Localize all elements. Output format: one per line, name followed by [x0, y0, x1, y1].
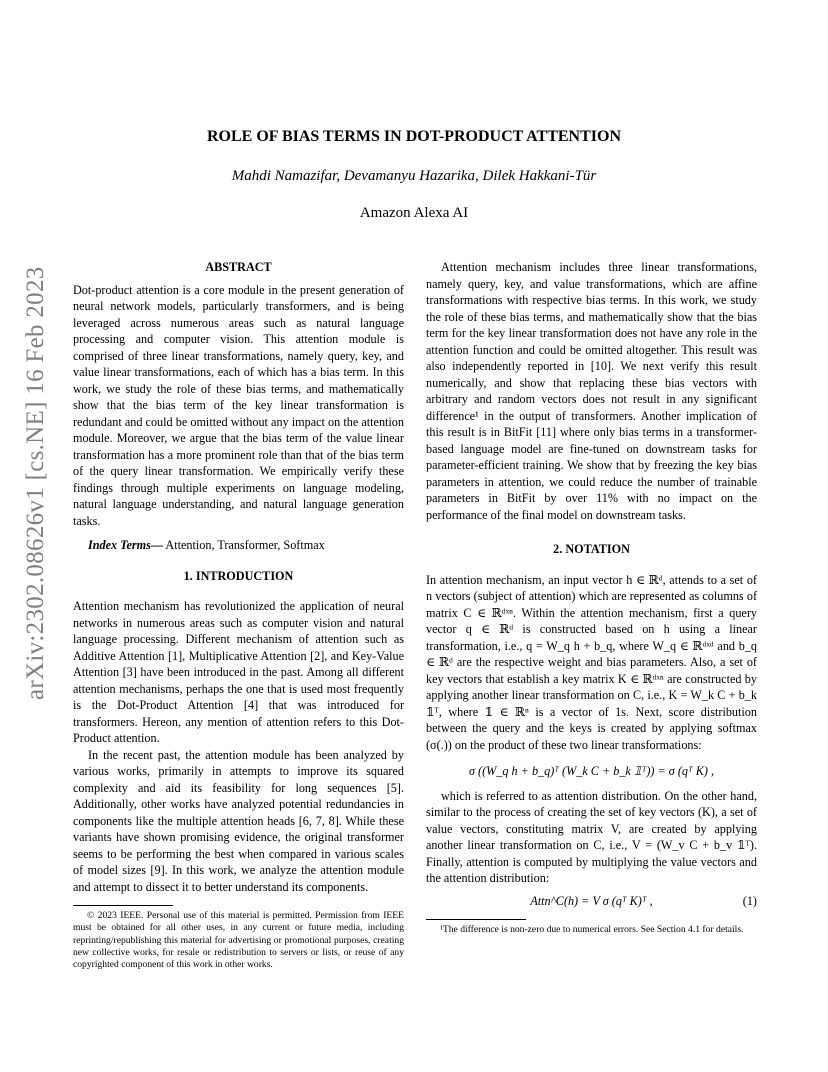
equation-1-number: (1) [742, 893, 757, 908]
notation-paragraph-1: In attention mechanism, an input vector h ∈ ℝᵈ, attends to a set of n vectors (subject of attention) which are represented as columns of matrix C ∈ ℝᵈˣⁿ. Within the attention mechanism, first a query vector q ∈ ℝᵈ is constructed based on h using a linear transformation, i.e., q = W_q h + b_q, where W_q ∈ ℝᵈˣᵈ and b_q ∈ ℝᵈ are the respective weight and bias parameters. Also, a set of key vectors that establish a key matrix K ∈ ℝᵈˣⁿ are constructed by applying another linear transformation on C, i.e., K = W_k C + b_k 𝟙ᵀ, where 𝟙 ∈ ℝⁿ is a vector of 1s. Next, score distribution between the query and the keys is created by applying softmax (σ(.)) on the product of these two linear transformations: [426, 572, 757, 752]
paper-title: ROLE OF BIAS TERMS IN DOT-PRODUCT ATTENTION [206, 128, 621, 145]
intro-heading: 1. INTRODUCTION [183, 568, 294, 583]
left-column [73, 259, 404, 971]
paper-affiliation: Amazon Alexa AI [359, 205, 469, 221]
abstract-text: Dot-product attention is a core module in the present generation of neural network models, particularly transformers, and is being leveraged across numerous areas such as natural language processing and computer vision. This attention module is comprised of three linear transformations, namely query, key, and value linear transformations, each of which has a bias term. In this work, we study the role of these bias terms, and mathematically show that the bias term of the key linear transformation is redundant and could be omitted without any impact on the attention module. Moreover, we argue that the bias term of the value linear transformation has a more prominent role than that of the bias term of the query linear transformation. We empirically verify these findings through multiple experiments on language modeling, natural language understanding, and natural language generation tasks. [73, 282, 404, 528]
footnote-rule-right [426, 919, 526, 920]
intro-paragraph-2: In the recent past, the attention module has been analyzed by various works, primarily in attempts to improve its squared complexity and aid its feasibility for long sequences [5]. Additionally, other works have analyzed potential redundancies in components like the multiple attention heads [6, 7, 8]. While these variants have shown promising evidence, the original transformer seems to be performing the best when compared in various scales of model sizes [9]. In this work, we analyze the attention module and attempt to dissect it to better understand its components. [73, 747, 404, 894]
index-terms-text: Attention, Transformer, Softmax [163, 538, 325, 552]
arxiv-stamp: arXiv:2302.08626v1 [cs.NE] 16 Feb 2023 [22, 266, 49, 700]
equation-attention-distribution: σ ((W_q h + b_q)ᵀ (W_k C + b_k 𝟙ᵀ)) = σ (qᵀ K) , [468, 764, 715, 778]
copyright-notice: © 2023 IEEE. Personal use of this material is permitted. Permission from IEEE must be obtained for all other uses, in any current or future media, including reprinting/republishing this material for advertising or promotional purposes, creating new collective works, for resale or redistribution to servers or lists, or reuse of any copyrighted component of this work in other works. [73, 910, 404, 971]
paper-authors: Mahdi Namazifar, Devamanyu Hazarika, Dilek Hakkani-Tür [231, 168, 597, 184]
equation-1-body: Attn^C(h) = V σ (qᵀ K)ᵀ , [530, 893, 653, 908]
right-paragraph-1: Attention mechanism includes three linear transformations, namely query, key, and value transformations, which are affine transformations with respective bias terms. In this work, we study the role of these bias terms, and mathematically show that the bias term for the key linear transformation does not have any role in the attention function and could be omitted altogether. This result was also independently reported in [10]. We next verify this result numerically, and show that replacing these bias vectors with arbitrary and random vectors does not result in any significant difference¹ in the output of transformers. Another implication of this result is in BitFit [11] where only bias terms in a transformer-based language model are fine-tuned on downstream tasks for parameter-efficient training. We show that by freezing the key bias parameters in attention, we could reduce the number of trainable parameters in BitFit by over 11% with no impact on the performance of the final model on downstream tasks. [426, 260, 757, 522]
footnote-rule [73, 905, 173, 906]
notation-paragraph-2: which is referred to as attention distribution. On the other hand, similar to the process of creating the set of key vectors (K), a set of value vectors, constituting matrix V, are created by applying another linear transformation on C, i.e., V = (W_v C + b_v 𝟙ᵀ). Finally, attention is computed by multiplying the value vectors and the attention distribution: [426, 788, 757, 885]
footnote-1: ¹The difference is non-zero due to numerical errors. See Section 4.1 for details. [440, 924, 744, 935]
right-column [426, 259, 757, 936]
index-terms-label: Index Terms— [88, 538, 164, 552]
intro-paragraph-1: Attention mechanism has revolutionized the application of neural networks in numerous areas such as computer vision and natural language processing. Different mechanism of attention such as Additive Attention [1], Multiplicative Attention [2], and Key-Value Attention [3] have been introduced in the past. Among all different attention mechanisms, perhaps the one that is used most frequently is the Dot-Product Attention [4] that was introduced for transformers. Hereon, any mention of attention refers to this Dot-Product attention. [73, 599, 404, 745]
equation-1 [426, 893, 757, 910]
abstract-heading: ABSTRACT [205, 260, 272, 274]
notation-heading: 2. NOTATION [553, 542, 630, 556]
index-terms [73, 537, 404, 554]
